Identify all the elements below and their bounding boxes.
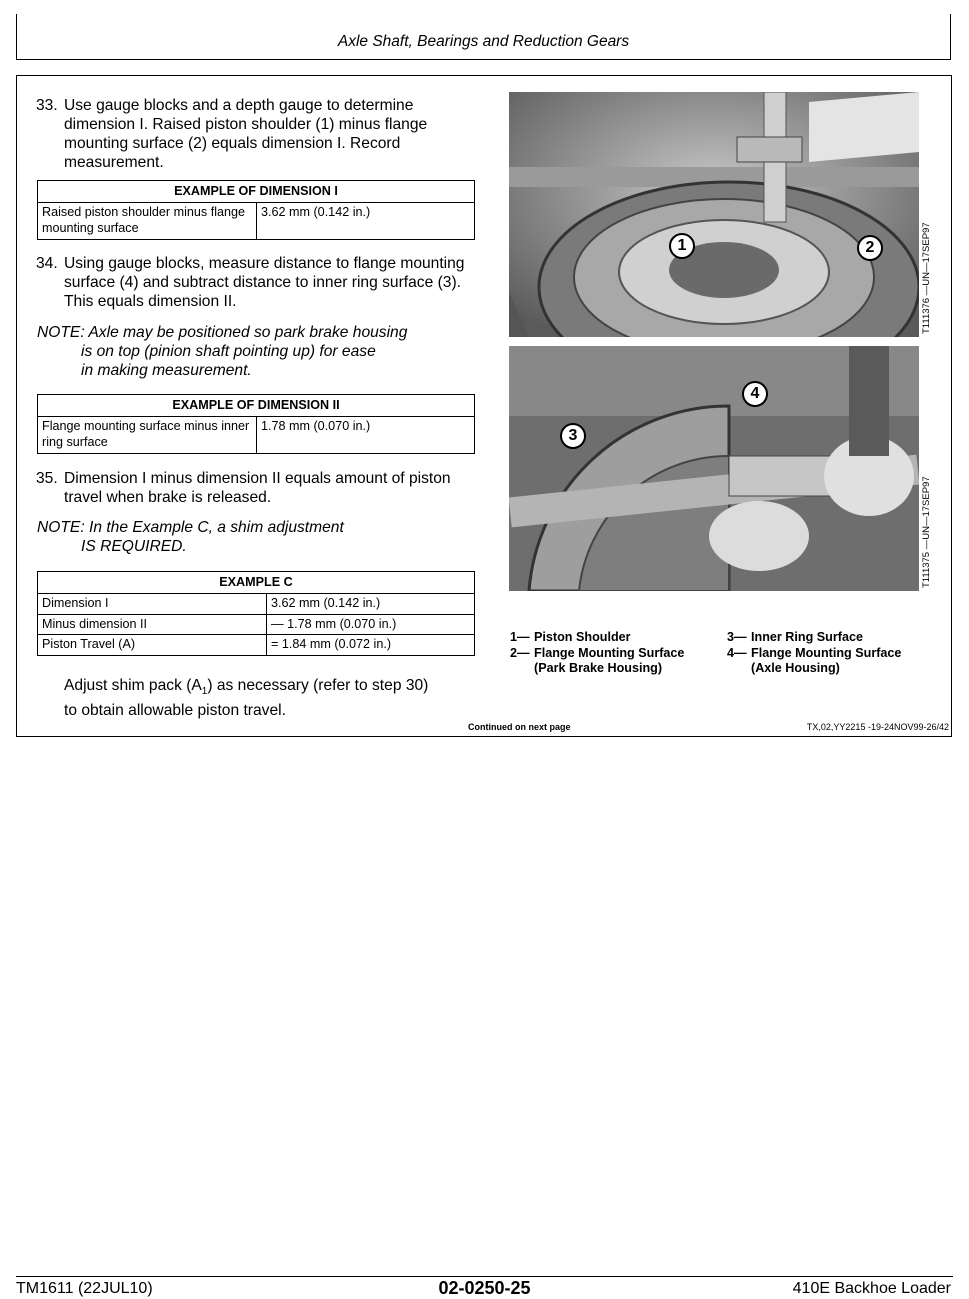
table-dimension-1 bbox=[37, 180, 475, 240]
table-dimension-2 bbox=[37, 394, 475, 454]
table-example-c bbox=[37, 571, 475, 656]
step-text: Dimension I minus dimension II equals amount of piston travel when brake is released. bbox=[64, 470, 451, 506]
table-cell-label: Raised piston shoulder minus flange mounting surface bbox=[38, 203, 257, 240]
adjust-instruction bbox=[64, 676, 504, 720]
photo-piston-shoulder bbox=[509, 92, 919, 337]
step-text: Using gauge blocks, measure distance to flange mounting surface (4) and subtract distance to inner ring surface (3). This equals dimension II. bbox=[64, 255, 465, 310]
table-title: EXAMPLE OF DIMENSION I bbox=[38, 181, 475, 203]
step-text: Use gauge blocks and a depth gauge to determine dimension I. Raised piston shoulder (1) minus flange mounting surface (2) equals dimension I. Record measurement. bbox=[64, 97, 428, 171]
photo-drawing bbox=[509, 92, 919, 337]
figure-id: T111376 —UN—17SEP97 bbox=[921, 222, 932, 334]
adjust-text: Adjust shim pack (A bbox=[64, 677, 202, 694]
callout-1: 1 bbox=[669, 233, 695, 259]
legend-label: (Axle Housing) bbox=[751, 661, 840, 675]
table-cell-label: Piston Travel (A) bbox=[38, 635, 267, 656]
note-line: IS REQUIRED. bbox=[81, 538, 187, 555]
note-line: NOTE: In the Example C, a shim adjustment bbox=[37, 519, 344, 536]
step-number: 35. bbox=[36, 470, 58, 487]
legend-item-cont bbox=[510, 661, 684, 677]
step-number: 33. bbox=[36, 97, 58, 114]
table-cell-value: — 1.78 mm (0.070 in.) bbox=[267, 614, 475, 635]
table-cell-value: 3.62 mm (0.142 in.) bbox=[267, 594, 475, 615]
note-shim-adjustment bbox=[37, 518, 477, 556]
legend-right bbox=[727, 630, 901, 677]
subscript: 1 bbox=[201, 686, 208, 698]
legend-label: Flange Mounting Surface bbox=[534, 645, 685, 660]
legend-item bbox=[727, 646, 901, 662]
footer-manual-id: TM1611 (22JUL10) bbox=[16, 1280, 153, 1297]
legend-key: 3— bbox=[727, 630, 747, 644]
legend-item bbox=[510, 646, 684, 662]
step-34 bbox=[36, 254, 476, 311]
photo-inner-ring bbox=[509, 346, 919, 591]
doc-id: TX,02,YY2215 -19-24NOV99-26/42 bbox=[806, 722, 949, 732]
legend-label: Inner Ring Surface bbox=[751, 630, 863, 644]
table-cell-value: 1.78 mm (0.070 in.) bbox=[257, 417, 475, 454]
table-cell-value: 3.62 mm (0.142 in.) bbox=[257, 203, 475, 240]
legend-item bbox=[510, 630, 684, 646]
adjust-text: to obtain allowable piston travel. bbox=[64, 702, 286, 720]
note-line: is on top (pinion shaft pointing up) for ease bbox=[81, 343, 376, 360]
footer-rule bbox=[16, 1276, 953, 1277]
step-number: 34. bbox=[36, 255, 58, 272]
table-title: EXAMPLE C bbox=[38, 572, 475, 594]
step-33 bbox=[36, 96, 476, 172]
legend-label: Piston Shoulder bbox=[534, 630, 631, 644]
legend-item bbox=[727, 630, 901, 646]
page-header bbox=[16, 14, 951, 60]
table-cell-label: Minus dimension II bbox=[38, 614, 267, 635]
legend-label: (Park Brake Housing) bbox=[534, 661, 663, 675]
note-line: NOTE: Axle may be positioned so park brake housing bbox=[37, 324, 408, 341]
callout-2: 2 bbox=[857, 235, 883, 261]
table-cell-value: = 1.84 mm (0.072 in.) bbox=[267, 635, 475, 656]
adjust-text: ) as necessary (refer to step 30) bbox=[207, 677, 429, 694]
note-park-brake bbox=[37, 323, 477, 380]
note-line: in making measurement. bbox=[81, 362, 252, 379]
photo-drawing bbox=[509, 346, 919, 591]
figure-id: T111375 —UN—17SEP97 bbox=[921, 476, 932, 588]
legend-key: 4— bbox=[727, 645, 747, 660]
legend-label: Flange Mounting Surface bbox=[751, 645, 902, 660]
table-cell-label: Flange mounting surface minus inner ring surface bbox=[38, 417, 257, 454]
footer-model: 410E Backhoe Loader bbox=[792, 1280, 951, 1297]
legend-item-cont bbox=[727, 661, 901, 677]
table-cell-label: Dimension I bbox=[38, 594, 267, 615]
section-title: Axle Shaft, Bearings and Reduction Gears bbox=[337, 33, 630, 50]
table-title: EXAMPLE OF DIMENSION II bbox=[38, 395, 475, 417]
continued-note: Continued on next page bbox=[468, 722, 571, 732]
legend-key: 1— bbox=[510, 630, 530, 644]
step-35 bbox=[36, 469, 476, 507]
footer-page-number: 02-0250-25 bbox=[438, 1278, 531, 1298]
callout-4: 4 bbox=[742, 381, 768, 407]
legend-left bbox=[510, 630, 684, 677]
legend-key: 2— bbox=[510, 645, 530, 660]
callout-3: 3 bbox=[560, 423, 586, 449]
